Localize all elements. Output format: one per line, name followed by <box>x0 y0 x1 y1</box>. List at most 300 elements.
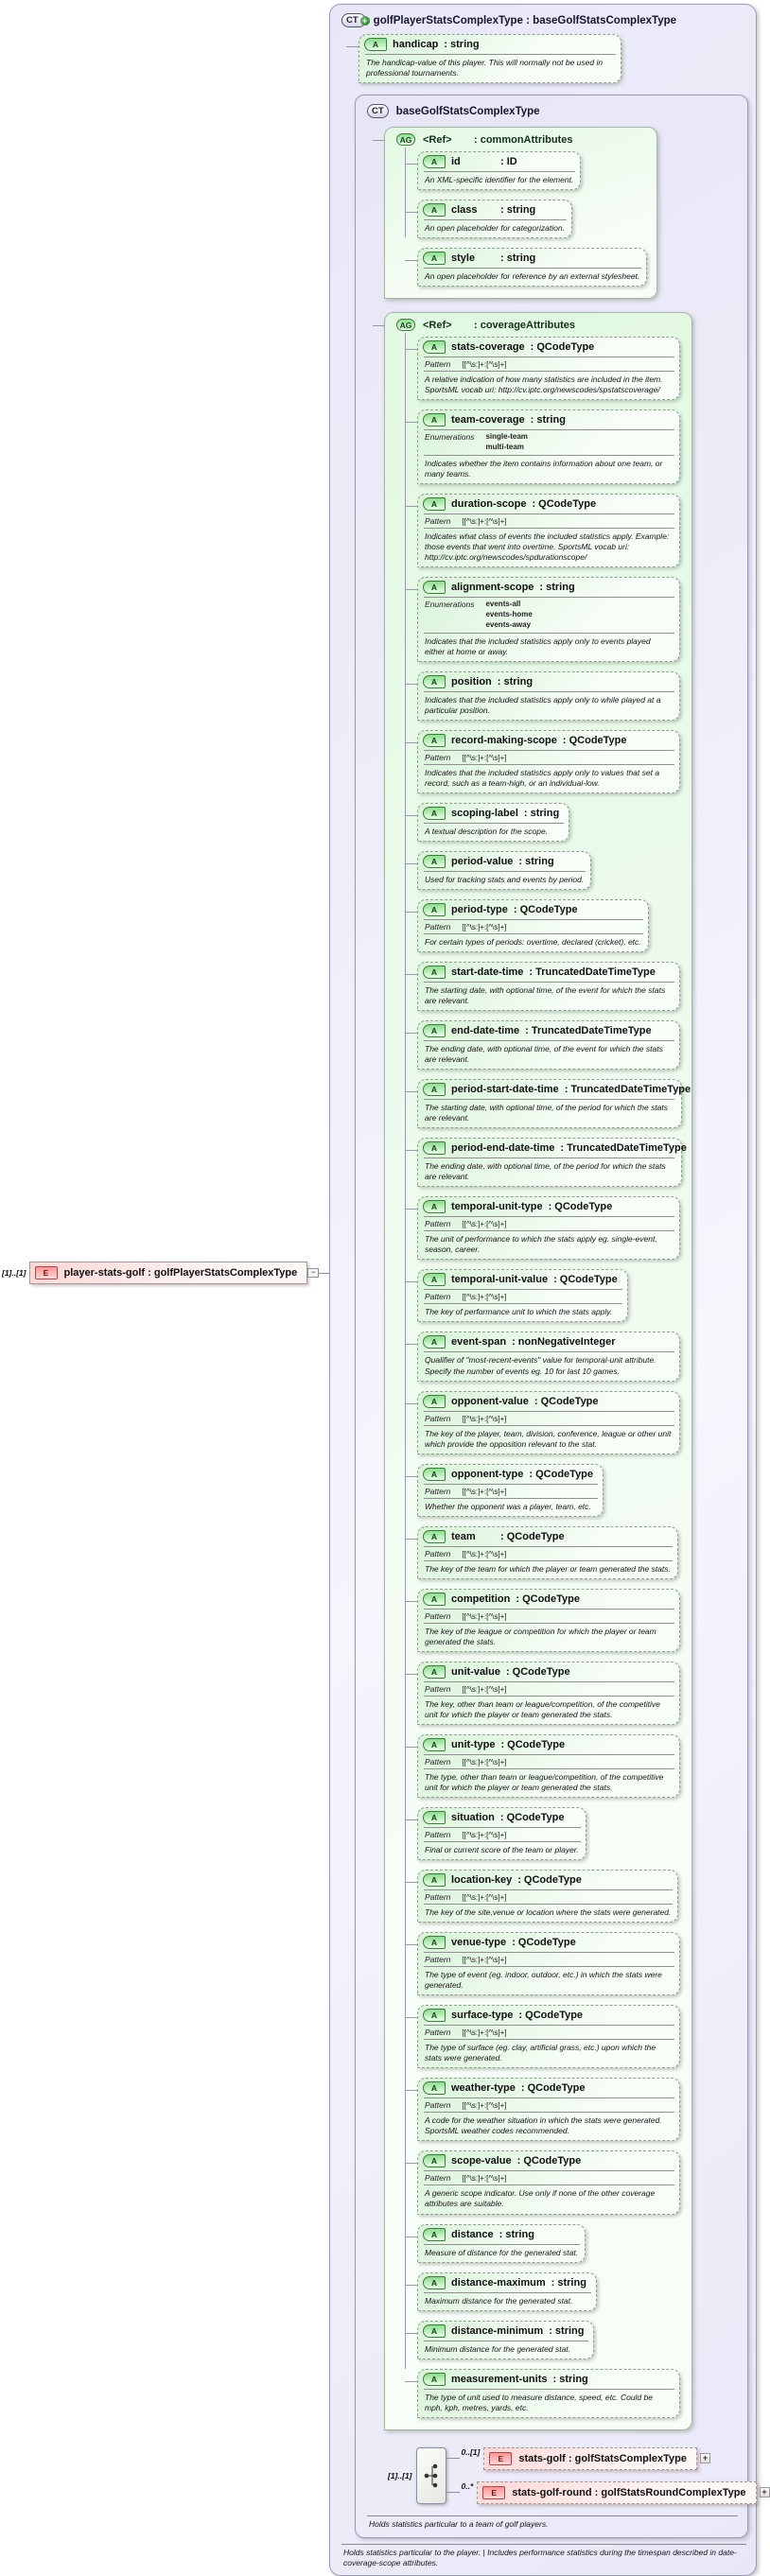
attribute-wrap <box>417 1526 678 1579</box>
pattern-value: [[^\s:]+:[^\s]+] <box>462 1831 507 1840</box>
attribute-box-measurement-units <box>417 2369 680 2418</box>
attribute-box-period-value <box>417 851 591 890</box>
attribute-box-temporal-unit-value <box>417 1269 628 1322</box>
attribute-wrap <box>417 730 680 793</box>
pattern-facet <box>424 357 674 371</box>
pattern-label: Pattern <box>425 2100 451 2111</box>
attribute-name: opponent-type <box>451 1468 524 1480</box>
attribute-wrap <box>417 1079 691 1128</box>
documentation-text: An open placeholder for reference by an external stylesheet. <box>424 268 641 286</box>
attribute-box-alignment-scope <box>417 577 680 661</box>
documentation-text: For certain types of periods: overtime, declared (cricket), etc. <box>424 933 643 951</box>
attribute-wrap <box>417 1196 680 1260</box>
attribute-header <box>418 1590 679 1609</box>
attribute-name: stats-coverage <box>451 341 525 354</box>
pattern-value: [[^\s:]+:[^\s]+] <box>462 1757 507 1767</box>
sequence-child-row <box>446 2481 770 2504</box>
attribute-name: period-start-date-time <box>451 1084 559 1096</box>
pattern-label: Pattern <box>425 1892 451 1903</box>
documentation-text: Qualifier of "most-recent-events" value for temporal-unit attribute. Specify the number of events eg. 10 for last 10 games. <box>424 1351 674 1380</box>
attribute-type: : QCodeType <box>516 1593 580 1605</box>
attribute-wrap <box>417 1138 687 1187</box>
complex-type-baseGolfStatsComplexType <box>355 95 767 2538</box>
pattern-facet <box>424 513 674 528</box>
attribute-icon: A <box>423 155 446 168</box>
pattern-label: Pattern <box>425 1683 451 1694</box>
enumeration-value: events-home <box>485 609 533 618</box>
attribute-icon: A <box>423 2276 446 2289</box>
derived-plus-icon: + <box>360 16 370 26</box>
pattern-label: Pattern <box>425 1292 451 1302</box>
attribute-name: period-value <box>451 855 514 867</box>
attribute-group-icon: AG <box>396 319 415 331</box>
attribute-name: duration-scope <box>451 498 527 511</box>
attribute-type: : TruncatedDateTimeType <box>560 1142 687 1155</box>
attribute-icon: A <box>423 340 446 354</box>
documentation-text: Measure of distance for the generated stat. <box>424 2244 580 2262</box>
pattern-facet <box>424 1609 674 1623</box>
attribute-type: : QCodeType <box>530 341 595 354</box>
attribute-header <box>418 1139 687 1157</box>
attribute-type: : nonNegativeInteger <box>512 1336 616 1349</box>
attribute-wrap <box>417 1734 680 1798</box>
cardinality-label: [1]..[1] <box>2 1268 26 1278</box>
attribute-box-location-key <box>417 1870 678 1923</box>
documentation-text: The starting date, with optional time, of the period for which the stats are relevant. <box>424 1099 674 1127</box>
attribute-icon: A <box>423 2373 446 2386</box>
attribute-icon: A <box>423 581 446 594</box>
documentation-text: An open placeholder for categorization. <box>424 219 567 237</box>
attribute-icon: A <box>423 1738 446 1751</box>
attribute-box-event-span <box>417 1332 680 1381</box>
attribute-header <box>418 200 571 219</box>
attribute-name: competition <box>451 1593 511 1605</box>
attribute-header <box>418 1933 679 1952</box>
attribute-type: : TruncatedDateTimeType <box>529 966 656 978</box>
element-box-player-stats-golf[interactable] <box>29 1262 308 1284</box>
attribute-group-ref: <Ref> <box>423 319 452 331</box>
attribute-wrap <box>417 1269 628 1322</box>
attribute-box-scope-value <box>417 2150 680 2214</box>
attribute-name: venue-type <box>451 1937 507 1949</box>
attribute-icon: A <box>423 734 446 747</box>
attribute-type: : string <box>523 807 560 819</box>
complex-type-header <box>340 10 748 34</box>
attribute-name: style <box>451 252 476 265</box>
attribute-type: : QCodeType <box>518 2010 584 2022</box>
attribute-box-class <box>417 200 572 238</box>
documentation-text: The key of the team for which the player or team generated the stats. <box>424 1560 673 1578</box>
attribute-group-commonAttributes <box>384 127 657 299</box>
attribute-header <box>418 1332 679 1351</box>
attribute-type: : QCodeType <box>548 1201 613 1213</box>
enumerations-facet <box>424 597 674 632</box>
pattern-label: Pattern <box>425 1548 451 1558</box>
attribute-name: position <box>451 675 492 688</box>
element-icon: E <box>35 1266 58 1279</box>
attribute-type: : QCodeType <box>516 2155 582 2167</box>
attribute-wrap <box>417 494 680 567</box>
pattern-value: [[^\s:]+:[^\s]+] <box>462 922 507 931</box>
attribute-icon: A <box>423 966 446 979</box>
pattern-value: [[^\s:]+:[^\s]+] <box>462 1611 507 1621</box>
attribute-wrap <box>417 1589 680 1652</box>
attribute-header <box>418 495 679 513</box>
pattern-label: Pattern <box>425 1413 451 1423</box>
attribute-wrap <box>417 1932 680 1995</box>
attribute-list <box>417 337 691 2418</box>
connector-line <box>446 2458 460 2459</box>
attribute-wrap <box>417 1870 678 1923</box>
attribute-icon: A <box>423 1083 446 1096</box>
attribute-wrap <box>417 2078 680 2141</box>
cardinality-label: 0..* <box>461 2480 474 2491</box>
attribute-type: : ID <box>500 156 517 168</box>
expand-toggle[interactable]: + <box>700 2453 710 2463</box>
global-element-player-stats-golf <box>2 1262 330 1284</box>
attribute-box-start-date-time <box>417 962 680 1011</box>
enumeration-value: single-team <box>485 432 528 442</box>
attribute-header <box>418 1392 679 1411</box>
attribute-header <box>418 804 569 823</box>
attribute-header <box>418 672 679 691</box>
pattern-label: Pattern <box>425 1219 451 1229</box>
attribute-name: surface-type <box>451 2010 514 2022</box>
attribute-name: team-coverage <box>451 414 525 426</box>
attribute-header <box>418 2322 593 2341</box>
cardinality-label: 0..[1] <box>461 2446 481 2457</box>
element-label: player-stats-golf : golfPlayerStatsComplexType <box>63 1267 298 1279</box>
documentation-text: An XML-specific identifier for the element. <box>424 171 575 189</box>
enumeration-value: events-all <box>485 600 521 609</box>
attribute-name: measurement-units <box>451 2373 548 2385</box>
attribute-box-end-date-time <box>417 1020 680 1070</box>
attribute-wrap <box>417 409 680 484</box>
documentation-text: The ending date, with optional time, of the period for which the stats are relevant. <box>424 1157 674 1186</box>
pattern-facet <box>424 1216 674 1230</box>
attribute-wrap <box>417 962 680 1011</box>
attribute-box-distance <box>417 2224 586 2263</box>
attribute-type: : string <box>497 675 534 688</box>
attribute-type: : QCodeType <box>529 1468 594 1480</box>
attribute-wrap <box>417 2321 594 2359</box>
attribute-group-name: : coverageAttributes <box>474 319 575 331</box>
attribute-icon: A <box>423 1024 446 1037</box>
pattern-facet <box>424 1289 622 1303</box>
attribute-wrap <box>417 2272 597 2311</box>
attribute-box-temporal-unit-type <box>417 1196 680 1260</box>
enumerations-facet <box>424 429 674 455</box>
attribute-name: temporal-unit-type <box>451 1201 543 1213</box>
attribute-type: : QCodeType <box>532 498 597 511</box>
documentation-text: Indicates whether the item contains information about one team, or many teams. <box>424 455 674 483</box>
sequence-compositor <box>388 2446 767 2504</box>
attribute-name: temporal-unit-value <box>451 1274 549 1286</box>
documentation-text: A textual description for the scope. <box>424 823 564 841</box>
documentation-text: The type of unit used to measure distance, speed, etc. Could be mph, kph, metres, yards, etc. <box>424 2389 674 2417</box>
sequence-icon <box>416 2447 446 2504</box>
attribute-name: end-date-time <box>451 1025 520 1037</box>
pattern-value: [[^\s:]+:[^\s]+] <box>462 1684 507 1694</box>
attribute-type: : QCodeType <box>562 734 627 746</box>
complex-type-title: golfPlayerStatsComplexType : baseGolfStatsComplexType <box>373 14 677 26</box>
documentation-text: Minimum distance for the generated stat. <box>424 2341 588 2358</box>
attribute-header <box>418 2006 679 2025</box>
attribute-box-situation <box>417 1807 586 1860</box>
pattern-facet <box>424 1889 673 1904</box>
pattern-value: [[^\s:]+:[^\s]+] <box>462 1549 507 1558</box>
collapse-toggle[interactable]: − <box>307 1268 319 1278</box>
attribute-icon: A <box>423 1811 446 1824</box>
pattern-label: Pattern <box>425 752 451 762</box>
attribute-type: : string <box>500 252 536 265</box>
documentation-text: Final or current score of the team or player. <box>424 1841 581 1859</box>
attribute-header <box>418 900 648 919</box>
attribute-wrap <box>417 1391 680 1454</box>
attribute-box-venue-type <box>417 1932 680 1995</box>
attribute-wrap <box>417 803 569 842</box>
attribute-box-duration-scope <box>417 494 680 567</box>
pattern-value: [[^\s:]+:[^\s]+] <box>462 1293 507 1302</box>
pattern-label: Pattern <box>425 2028 451 2038</box>
attribute-icon: A <box>423 413 446 426</box>
attribute-group-coverageAttributes <box>384 312 692 2430</box>
attribute-header <box>418 1080 691 1099</box>
attribute-icon: A <box>423 1665 446 1679</box>
enumeration-values <box>485 432 527 453</box>
attribute-name: record-making-scope <box>451 734 557 746</box>
attribute-wrap <box>417 2005 680 2068</box>
documentation-text: The unit of performance to which the stats apply eg. single-event, season, career. <box>424 1230 674 1259</box>
element-box-stats-golf-round[interactable] <box>477 2481 756 2504</box>
attribute-wrap <box>417 899 649 952</box>
attribute-icon: A <box>423 1873 446 1887</box>
attribute-name: distance-minimum <box>451 2324 544 2337</box>
attribute-header <box>418 1808 586 1827</box>
attribute-group-name: : commonAttributes <box>474 133 573 146</box>
pattern-value: [[^\s:]+:[^\s]+] <box>462 2174 507 2184</box>
documentation-text: The key of the league or competition for which the player or team generated the stats. <box>424 1623 674 1651</box>
attribute-name: period-type <box>451 903 508 915</box>
pattern-label: Pattern <box>425 1955 451 1965</box>
attribute-name: scope-value <box>451 2155 512 2167</box>
documentation-text: Indicates that the included statistics apply only to while played at a particular position. <box>424 691 674 720</box>
attribute-box-period-end-date-time <box>417 1138 687 1187</box>
attribute-type: : string <box>499 2228 534 2240</box>
attribute-header <box>418 1465 603 1484</box>
documentation-text: The starting date, with optional time, of the event for which the stats are relevant. <box>424 982 674 1010</box>
attribute-name: start-date-time <box>451 966 524 978</box>
attribute-icon: A <box>423 675 446 688</box>
attribute-header <box>418 2225 585 2244</box>
pattern-label: Pattern <box>425 2173 451 2184</box>
pattern-value: [[^\s:]+:[^\s]+] <box>462 1893 507 1903</box>
documentation-text: The key, other than team or league/competition, of the competitive unit for which the player or team generated the stats. <box>424 1696 674 1724</box>
pattern-label: Pattern <box>425 1756 451 1767</box>
enumerations-label: Enumerations <box>425 600 475 610</box>
attribute-box-position <box>417 671 680 721</box>
documentation-text: A code for the weather situation in which the stats were generated. SportsML weather codes recommended. <box>424 2112 674 2140</box>
complex-type-golfPlayerStatsComplexType <box>329 4 767 2576</box>
base-type-header <box>365 101 740 125</box>
attribute-icon: A <box>423 1395 446 1408</box>
documentation-text: Whether the opponent was a player, team, etc. <box>424 1498 598 1516</box>
attribute-box-distance-maximum <box>417 2272 597 2311</box>
documentation-text: The handicap-value of this player. This will normally not be used in professional tournaments. <box>365 54 616 82</box>
pattern-value: [[^\s:]+:[^\s]+] <box>462 1487 507 1496</box>
pattern-facet <box>424 1952 674 1966</box>
attribute-wrap <box>417 1020 680 1070</box>
attribute-header <box>418 338 679 357</box>
attribute-box-style <box>417 248 647 287</box>
complex-type-icon: CT <box>367 104 389 118</box>
attribute-icon: A <box>423 1530 446 1543</box>
pattern-facet <box>424 1681 674 1696</box>
attribute-box-surface-type <box>417 2005 680 2068</box>
documentation-text: A generic scope indicator. Use only if none of the other coverage attributes are suitable. <box>424 2184 674 2213</box>
expand-toggle[interactable]: + <box>760 2487 770 2498</box>
attribute-name: scoping-label <box>451 807 518 819</box>
pattern-facet <box>424 2097 674 2112</box>
attribute-wrap <box>417 1332 680 1381</box>
attribute-name: unit-value <box>451 1665 500 1678</box>
attribute-type: : QCodeType <box>513 903 578 915</box>
attribute-icon: A <box>423 807 446 820</box>
attribute-type: : QCodeType <box>517 1874 582 1887</box>
attribute-box-unit-value <box>417 1662 680 1725</box>
attribute-header <box>359 35 621 54</box>
attribute-box-distance-minimum <box>417 2321 594 2359</box>
attribute-type: : TruncatedDateTimeType <box>525 1025 652 1037</box>
pattern-value: [[^\s:]+:[^\s]+] <box>462 753 507 762</box>
pattern-facet <box>424 1827 581 1841</box>
attribute-icon: A <box>423 2154 446 2167</box>
attribute-header <box>418 1735 679 1754</box>
pattern-value: [[^\s:]+:[^\s]+] <box>462 1956 507 1965</box>
attribute-icon: A <box>423 203 446 217</box>
attribute-icon: A <box>423 1335 446 1349</box>
enumeration-value: events-away <box>485 619 532 629</box>
pattern-facet <box>424 1546 673 1560</box>
enumerations-label: Enumerations <box>425 432 475 443</box>
enumeration-values <box>485 600 532 630</box>
attribute-type: : TruncatedDateTimeType <box>564 1084 691 1096</box>
attribute-icon: A <box>423 2081 446 2095</box>
attribute-group-header <box>396 319 682 337</box>
attribute-type: : QCodeType <box>500 1530 565 1542</box>
connector-line <box>446 2492 460 2493</box>
pattern-label: Pattern <box>425 1610 451 1621</box>
attribute-icon: A <box>423 1200 446 1213</box>
attribute-wrap <box>417 671 680 721</box>
attribute-icon: A <box>423 903 446 916</box>
attribute-wrap <box>417 851 591 890</box>
attribute-name: event-span <box>451 1336 507 1349</box>
pattern-facet <box>424 1484 598 1498</box>
pattern-facet <box>424 1754 674 1768</box>
attribute-wrap <box>359 34 621 83</box>
attribute-name: handicap <box>393 39 439 50</box>
attribute-box-stats-coverage <box>417 337 680 400</box>
attribute-type: : QCodeType <box>512 1937 576 1949</box>
documentation-text: Indicates what class of events the included statistics apply. Example: those events that went into overtime. SportsML vocab uri: http://cv.iptc.org/newscodes/spdurationscope/ <box>424 528 674 566</box>
attribute-box-team-coverage <box>417 409 680 484</box>
complex-type-icon: CT + <box>341 13 366 27</box>
enumeration-value: multi-team <box>485 443 524 452</box>
documentation-text: The ending date, with optional time, of the event for which the stats are relevant. <box>424 1040 674 1069</box>
attribute-wrap <box>417 1807 586 1860</box>
attribute-wrap <box>417 151 581 190</box>
attribute-type: : QCodeType <box>553 1274 618 1286</box>
pattern-label: Pattern <box>425 1486 451 1496</box>
attribute-header <box>418 1021 679 1040</box>
documentation-text: The key of performance unit to which the stats apply. <box>424 1303 622 1321</box>
pattern-facet <box>424 919 643 933</box>
attribute-type: : string <box>444 39 480 50</box>
element-icon: E <box>482 2486 505 2499</box>
attribute-name: id <box>451 156 461 168</box>
attribute-type: : QCodeType <box>505 1665 570 1678</box>
attribute-icon: A <box>423 2009 446 2022</box>
attribute-type: : string <box>539 582 575 594</box>
sequence-child-row <box>446 2447 770 2470</box>
attribute-wrap <box>417 577 680 661</box>
attribute-header <box>418 2079 679 2097</box>
attribute-type: : QCodeType <box>500 1738 566 1750</box>
pattern-facet <box>424 2025 674 2039</box>
attribute-wrap <box>417 1464 604 1517</box>
attribute-box-opponent-type <box>417 1464 604 1517</box>
documentation-text: The key of the player, team, division, conference, league or other unit which provide the opposition relevant to the stat. <box>424 1425 674 1453</box>
attribute-header <box>418 2151 679 2170</box>
attribute-group-header <box>396 133 647 151</box>
attribute-header <box>418 2273 596 2292</box>
attribute-box-team <box>417 1526 678 1579</box>
attribute-box-opponent-value <box>417 1391 680 1454</box>
attribute-wrap <box>417 248 647 287</box>
attribute-wrap <box>417 337 680 400</box>
attribute-name: location-key <box>451 1874 513 1887</box>
attribute-header <box>418 852 590 871</box>
attribute-header <box>418 2370 679 2389</box>
attribute-header <box>418 731 679 750</box>
attribute-header <box>418 963 679 982</box>
pattern-value: [[^\s:]+:[^\s]+] <box>462 2028 507 2038</box>
element-box-stats-golf[interactable] <box>483 2447 697 2470</box>
attribute-box-record-making-scope <box>417 730 680 793</box>
attribute-name: unit-type <box>451 1738 496 1750</box>
documentation-text: The type, other than team or league/competition, of the competitive unit for which the player or team generated the stats. <box>424 1768 674 1797</box>
attribute-type: : string <box>500 204 536 217</box>
attribute-type: : string <box>518 855 554 867</box>
attribute-icon: A <box>423 252 446 265</box>
pattern-value: [[^\s:]+:[^\s]+] <box>462 1220 507 1229</box>
attribute-box-period-type <box>417 899 649 952</box>
attribute-name: team <box>451 1530 476 1542</box>
attribute-group-ref: <Ref> <box>423 133 452 146</box>
attribute-header <box>418 1197 679 1216</box>
attribute-icon: A <box>423 1936 446 1949</box>
documentation-text: Holds statistics particular to a team of golf players. <box>367 2515 738 2532</box>
attribute-name: weather-type <box>451 2082 516 2095</box>
attribute-name: distance <box>451 2228 494 2240</box>
attribute-header <box>418 249 646 268</box>
pattern-value: [[^\s:]+:[^\s]+] <box>462 1414 507 1423</box>
attribute-type: : string <box>530 414 566 426</box>
attribute-name: class <box>451 204 478 217</box>
pattern-facet <box>424 1411 674 1425</box>
attribute-name: distance-maximum <box>451 2276 546 2289</box>
